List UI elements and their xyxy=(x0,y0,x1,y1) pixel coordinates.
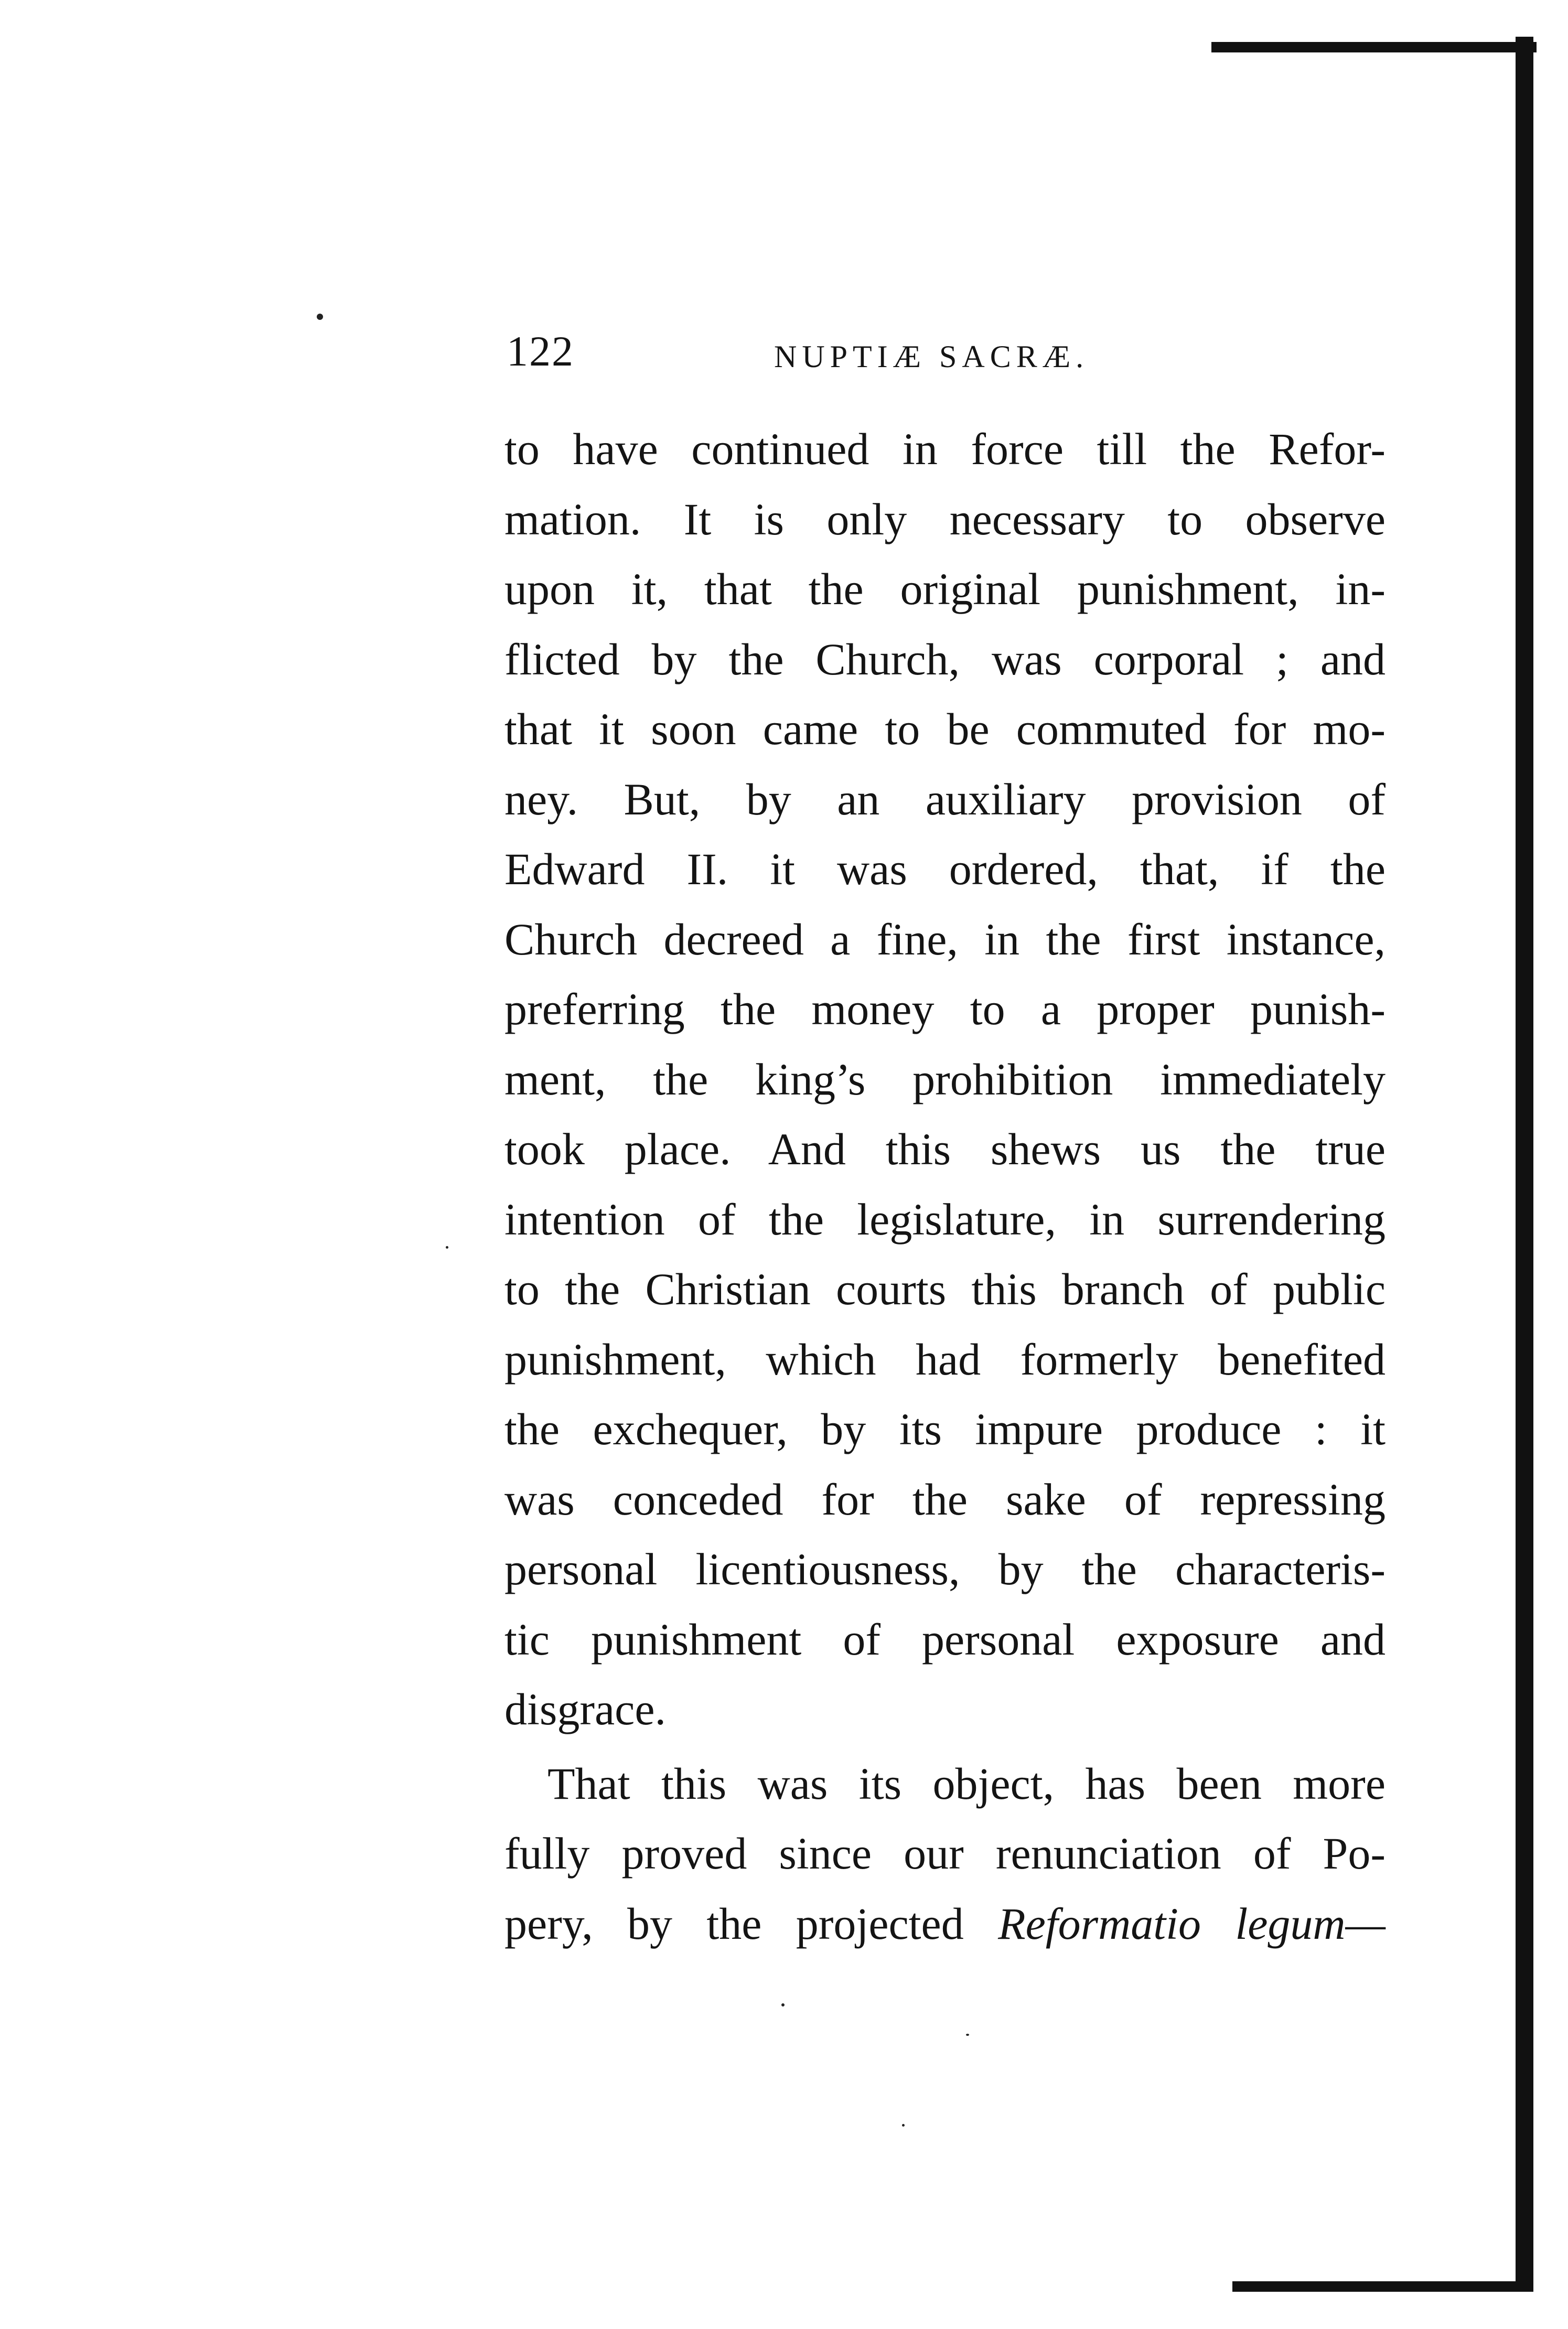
text-line: Church decreed a fine, in the first instance, xyxy=(504,914,1386,964)
text-line: ment, the king’s prohibition immediately xyxy=(504,1054,1386,1104)
text-line-paragraph-start: That this was its object, has been more xyxy=(547,1758,1386,1809)
text-line: to the Christian courts this branch of public xyxy=(504,1264,1386,1314)
page-border-bottom xyxy=(1232,2281,1533,2292)
text-line: was conceded for the sake of repressing xyxy=(504,1474,1386,1525)
text-line: the exchequer, by its impure produce : it xyxy=(504,1404,1386,1454)
text-line: intention of the legislature, in surrendering xyxy=(504,1194,1386,1244)
text-line: to have continued in force till the Refor- xyxy=(504,424,1386,474)
page-header xyxy=(507,320,1398,383)
text-line: took place. And this shews us the true xyxy=(504,1124,1386,1174)
text-line: personal licentiousness, by the characteris- xyxy=(504,1544,1386,1594)
text-line: preferring the money to a proper punish- xyxy=(504,984,1386,1034)
text-line: disgrace. xyxy=(504,1684,667,1734)
page-number: 122 xyxy=(507,327,574,375)
text-line: ney. But, by an auxiliary provision of xyxy=(504,774,1386,824)
running-head: NUPTIÆ SACRÆ. xyxy=(774,339,1089,374)
text-line: tic punishment of personal exposure and xyxy=(504,1614,1386,1665)
body-text xyxy=(504,414,1386,1959)
text-line: upon it, that the original punishment, in- xyxy=(504,564,1386,614)
ink-speck xyxy=(781,2003,785,2006)
ink-speck xyxy=(966,2034,969,2036)
page-border-right xyxy=(1516,37,1533,2292)
ink-speck xyxy=(902,2124,905,2127)
ink-speck xyxy=(446,1246,448,1249)
page-border-top xyxy=(1211,42,1537,52)
text-line: flicted by the Church, was corporal ; and xyxy=(504,634,1386,684)
text-line: that it soon came to be commuted for mo- xyxy=(504,704,1386,754)
text-line: mation. It is only necessary to observe xyxy=(504,493,1386,544)
text-line: punishment, which had formerly benefited xyxy=(504,1334,1386,1384)
ink-speck xyxy=(317,314,323,320)
text-line: fully proved since our renunciation of Po- xyxy=(504,1828,1386,1879)
text-line: Edward II. it was ordered, that, if the xyxy=(504,844,1386,894)
italic-title: Reformatio legum— xyxy=(998,1898,1386,1949)
text-line-final-roman: pery, by the projected xyxy=(504,1898,998,1949)
text-line-final xyxy=(504,1889,1386,1959)
